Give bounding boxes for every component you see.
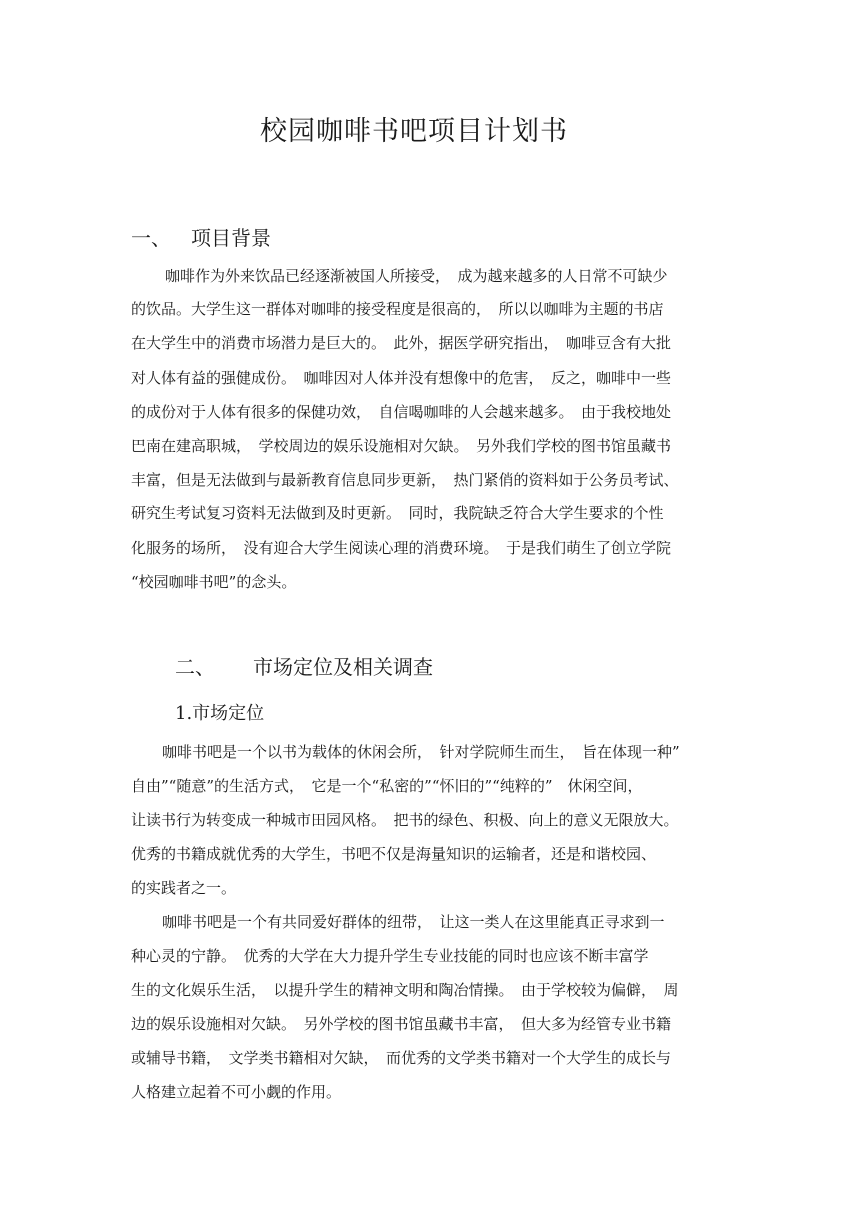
section-number: 二、: [175, 655, 215, 679]
paragraph-line: 巴南在建高职城， 学校周边的娱乐设施相对欠缺。 另外我们学校的图书馆虽藏书: [131, 437, 672, 455]
paragraph-line: 在大学生中的消费市场潜力是巨大的。 此外，据医学研究指出， 咖啡豆含有大批: [131, 334, 672, 352]
paragraph-line: 研究生考试复习资料无法做到及时更新。 同时，我院缺乏符合大学生要求的个性: [131, 504, 664, 522]
document-title: 校园咖啡书吧项目计划书: [260, 116, 568, 147]
paragraph-line: 丰富，但是无法做到与最新教育信息同步更新， 热门紧俏的资料如于公务员考试、: [131, 471, 679, 489]
paragraph-line: 边的娱乐设施相对欠缺。 另外学校的图书馆虽藏书丰富， 但大多为经管专业书籍: [131, 1015, 672, 1033]
paragraph-line: 让读书行为转变成一种城市田园风格。 把书的绿色、积极、向上的意义无限放大。: [131, 811, 679, 829]
paragraph-line: 化服务的场所， 没有迎合大学生阅读心理的消费环境。 于是我们萌生了创立学院: [131, 539, 672, 557]
paragraph-line: 咖啡书吧是一个有共同爱好群体的纽带， 让这一类人在这里能真正寻求到一: [162, 913, 665, 931]
section-heading-market: [175, 653, 433, 681]
paragraph-line: 的成份对于人体有很多的保健功效， 自信喝咖啡的人会越来越多。 由于我校地处: [131, 403, 672, 421]
paragraph-line: 咖啡作为外来饮品已经逐渐被国人所接受， 成为越来越多的人日常不可缺少: [165, 267, 668, 285]
section-title: 项目背景: [191, 226, 271, 250]
subsection-title: 1.市场定位: [175, 703, 265, 724]
section-title: 市场定位及相关调查: [253, 655, 433, 679]
paragraph-line: 自由”“随意”的生活方式， 它是一个“私密的”“怀旧的”“纯粹的” 休闲空间，: [131, 777, 643, 795]
paragraph-line: 的饮品。大学生这一群体对咖啡的接受程度是很高的， 所以以咖啡为主题的书店: [131, 300, 664, 318]
paragraph-line: 生的文化娱乐生活， 以提升学生的精神文明和陶冶情操。 由于学校较为偏僻， 周: [131, 981, 679, 999]
paragraph-line: “校园咖啡书吧”的念头。: [131, 573, 297, 591]
paragraph-line: 的实践者之一。: [131, 879, 237, 897]
paragraph-line: 人格建立起着不可小觑的作用。: [131, 1083, 342, 1101]
paragraph-line: 咖啡书吧是一个以书为载体的休闲会所， 针对学院师生而生， 旨在体现一种”: [162, 743, 680, 761]
paragraph-line: 或辅导书籍， 文学类书籍相对欠缺， 而优秀的文学类书籍对一个大学生的成长与: [131, 1049, 672, 1067]
paragraph-line: 种心灵的宁静。 优秀的大学在大力提升学生专业技能的同时也应该不断丰富学: [131, 947, 649, 965]
section-heading-background: [131, 224, 271, 252]
paragraph-line: 优秀的书籍成就优秀的大学生，书吧不仅是海量知识的运输者，还是和谐校园、: [131, 845, 657, 863]
section-number: 一、: [131, 226, 171, 250]
paragraph-line: 对人体有益的强健成份。 咖啡因对人体并没有想像中的危害， 反之，咖啡中一些: [131, 369, 672, 387]
